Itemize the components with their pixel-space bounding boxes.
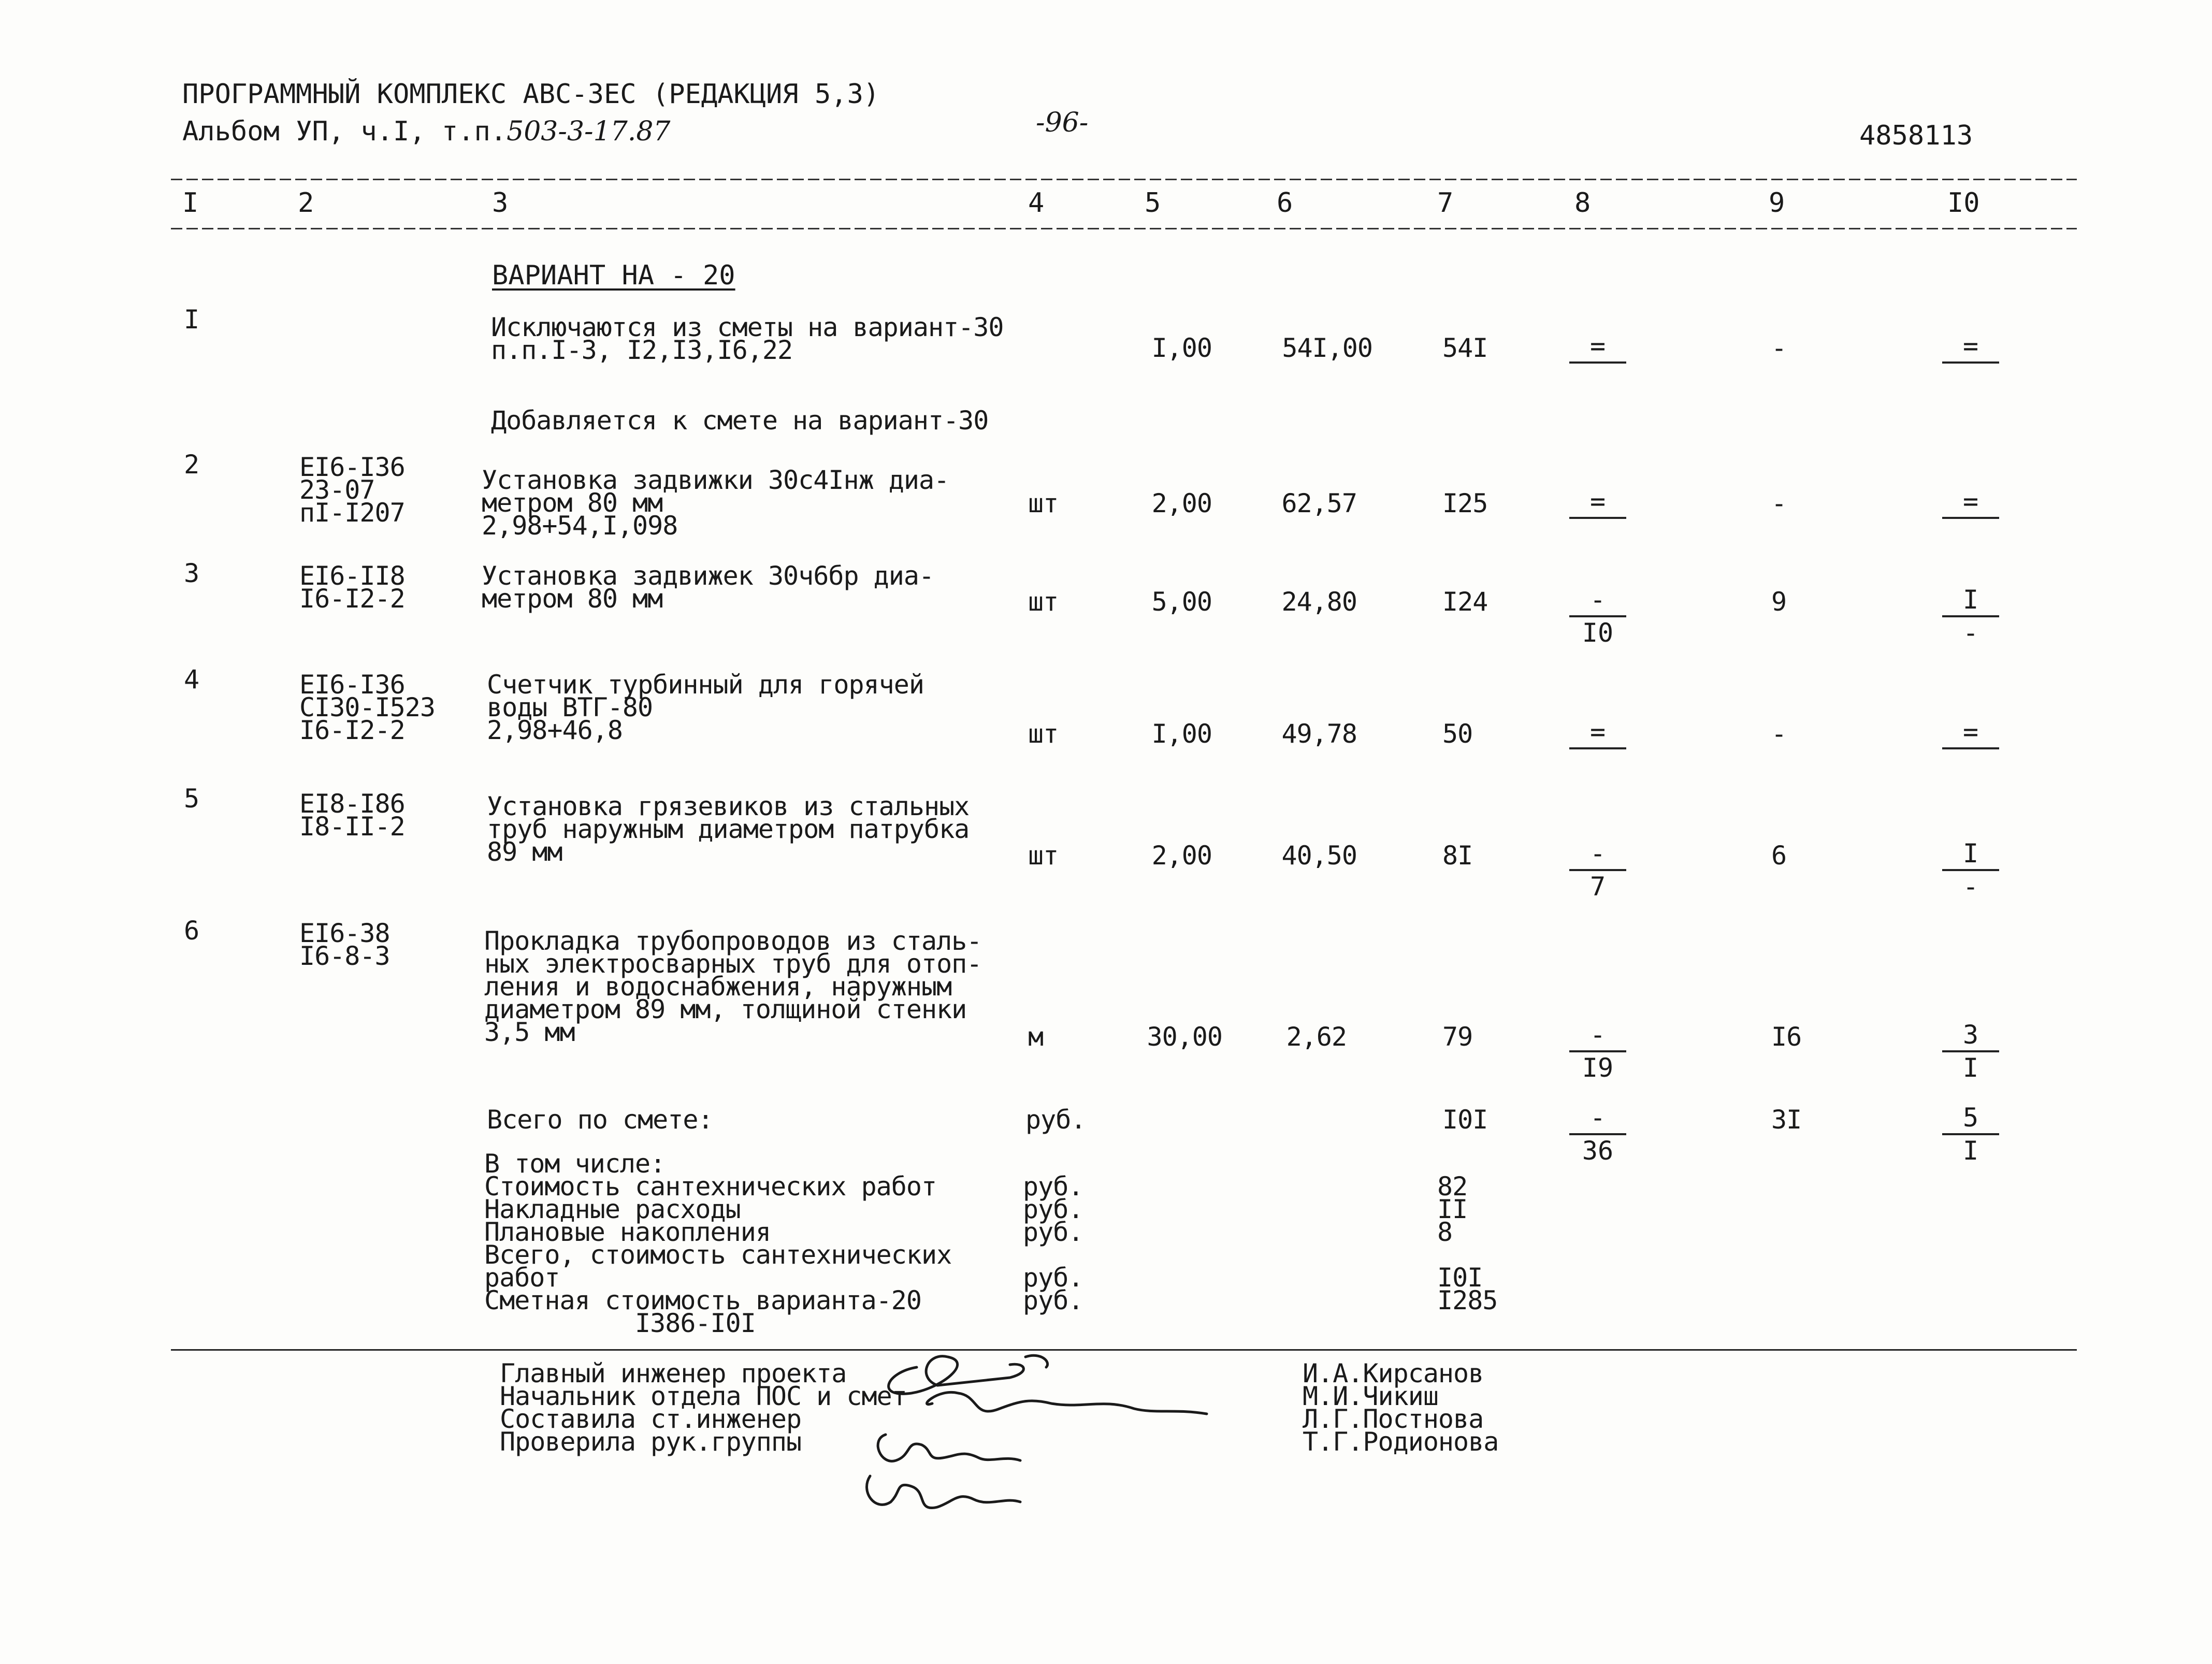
row6-number: 6 — [184, 916, 199, 946]
row6-price: 2,62 — [1286, 1022, 1347, 1052]
row3-col10-top: I — [1962, 585, 1979, 615]
totals-value: I0I — [1442, 1105, 1488, 1135]
album-line — [182, 115, 670, 148]
col-header-10: I0 — [1947, 187, 1980, 219]
row1-col10-top: = — [1962, 331, 1979, 361]
signature-names: И.А.Кирсанов М.И.Чикиш Л.Г.Постнова Т.Г.Родионова — [1303, 1358, 1499, 1457]
row3-col8-top: - — [1589, 585, 1606, 615]
row6-col8 — [1569, 1020, 1626, 1082]
album-prefix: Альбом УП, ч.I, т.п. — [182, 116, 507, 147]
section-title: ВАРИАНТ НА - 20 — [492, 260, 735, 291]
col-header-8: 8 — [1574, 187, 1591, 219]
row6-col10-bottom: I — [1962, 1053, 1979, 1083]
row4-unit: шт — [1028, 719, 1059, 749]
row6-col10-top: 3 — [1962, 1020, 1979, 1050]
row4-qty: I,00 — [1151, 719, 1212, 749]
row5-col8-top: - — [1589, 838, 1606, 869]
signature-roles: Главный инженер проекта Начальник отдела ПОС и смет Составила ст.инженер Проверила рук.группы — [500, 1358, 907, 1457]
signature-group-lead-icon — [867, 1476, 1020, 1508]
col-header-1: I — [182, 187, 199, 219]
col-header-2: 2 — [298, 187, 314, 219]
totals-col8 — [1569, 1103, 1626, 1165]
handwritten-signatures — [855, 1336, 1295, 1523]
row6-unit: м — [1028, 1022, 1044, 1052]
row5-price: 40,50 — [1281, 841, 1357, 871]
row3-qty: 5,00 — [1151, 587, 1212, 617]
row1-col10 — [1942, 331, 1999, 365]
row5-col8-bottom: 7 — [1589, 872, 1606, 902]
totals-col9: 3I — [1771, 1105, 1802, 1135]
row4-col8 — [1569, 717, 1626, 750]
row2-col9: - — [1771, 488, 1787, 518]
row4-col8-top: = — [1589, 717, 1606, 747]
row3-col8-bottom: I0 — [1582, 618, 1614, 648]
col-header-4: 4 — [1028, 187, 1045, 219]
row5-qty: 2,00 — [1151, 841, 1212, 871]
row2-col10-top: = — [1962, 486, 1979, 516]
row5-total: 8I — [1442, 841, 1473, 871]
totals-unit: руб. — [1025, 1105, 1086, 1135]
row2-col8-top: = — [1589, 486, 1606, 516]
row1-total: 54I — [1442, 333, 1488, 363]
page-number: -96- — [1036, 107, 1089, 138]
row4-codes: EI6-I36 CI30-I523 I6-I2-2 — [299, 670, 435, 745]
added-note: Добавляется к смете на вариант-30 — [491, 406, 989, 436]
row6-col9: I6 — [1771, 1022, 1802, 1052]
header-top-rule — [171, 179, 2077, 180]
row3-col9: 9 — [1771, 587, 1787, 617]
row6-description: Прокладка трубопроводов из сталь- ных электросварных труб для отоп- ления и водоснабжения, наружным диаметром 89 мм, толщиной стенки 3,5 мм — [484, 926, 982, 1047]
row1-price: 54I,00 — [1282, 333, 1372, 363]
totals-col10-bottom: I — [1962, 1136, 1979, 1166]
row6-col10 — [1942, 1020, 1999, 1082]
row2-price: 62,57 — [1281, 488, 1357, 518]
row6-codes: EI6-38 I6-8-3 — [299, 918, 390, 971]
signature-chief-engineer-icon — [889, 1356, 1024, 1394]
program-title: ПРОГРАММНЫЙ КОМПЛЕКС АВС-ЗЕС (РЕДАКЦИЯ 5,3) — [182, 79, 880, 110]
row5-col8 — [1569, 839, 1626, 901]
album-handwritten-number: 503-3-17.87 — [507, 116, 671, 147]
row2-qty: 2,00 — [1151, 488, 1212, 518]
totals-label: Всего по смете: — [487, 1105, 713, 1135]
row1-col8 — [1569, 331, 1626, 365]
row4-description: Счетчик турбинный для горячей воды ВТГ-80 2,98+46,8 — [487, 670, 924, 745]
row2-codes: EI6-I36 23-07 пI-I207 — [299, 452, 405, 528]
row6-col8-top: - — [1589, 1020, 1606, 1050]
row4-total: 50 — [1442, 719, 1473, 749]
row3-codes: EI6-II8 I6-I2-2 — [299, 561, 405, 614]
document-number: 4858113 — [1859, 120, 1973, 151]
row4-col10 — [1942, 717, 1999, 750]
row1-col8-top: = — [1589, 331, 1606, 361]
row6-qty: 30,00 — [1147, 1022, 1222, 1052]
col-header-6: 6 — [1277, 187, 1293, 219]
row1-number: I — [184, 305, 199, 335]
row1-description: Исключаются из сметы на вариант-30 п.п.I-3, I2,I3,I6,22 — [491, 312, 1004, 365]
signature-senior-engineer-icon — [878, 1435, 1020, 1461]
col-header-7: 7 — [1437, 187, 1454, 219]
row5-codes: EI8-I86 I8-II-2 — [299, 789, 405, 842]
totals-col10-top: 5 — [1962, 1103, 1979, 1133]
row1-col9: - — [1771, 333, 1787, 363]
row4-col10-top: = — [1962, 717, 1979, 747]
row3-unit: шт — [1028, 587, 1059, 617]
signature-department-head-icon — [927, 1392, 1207, 1414]
row4-price: 49,78 — [1281, 719, 1357, 749]
col-header-3: 3 — [492, 187, 509, 219]
row2-number: 2 — [184, 450, 199, 480]
col-header-5: 5 — [1145, 187, 1161, 219]
row3-col10 — [1942, 585, 1999, 647]
row6-col8-bottom: I9 — [1582, 1053, 1614, 1083]
breakdown-description: В том числе: Стоимость сантехнических работ Накладные расходы Плановые накопления Всего, стоимость сантехнических работ Сметная стоимость варианта-20 I386-I0I — [484, 1149, 952, 1338]
row4-col9: - — [1771, 719, 1787, 749]
row3-col10-bottom: - — [1962, 618, 1979, 648]
breakdown-values: 82 II 8 I0I I285 — [1437, 1171, 1498, 1315]
row5-description: Установка грязевиков из стальных труб наружным диаметром патрубка 89 мм — [487, 791, 970, 867]
row5-number: 5 — [184, 784, 199, 814]
row2-col10 — [1942, 487, 1999, 520]
totals-col8-top: - — [1589, 1103, 1606, 1133]
row1-qty: I,00 — [1151, 333, 1212, 363]
row2-total: I25 — [1442, 488, 1488, 518]
row2-description: Установка задвижки 30с4Iнж диа- метром 80 мм 2,98+54,I,098 — [482, 465, 949, 541]
row2-unit: шт — [1028, 488, 1059, 518]
row3-number: 3 — [184, 558, 199, 588]
row5-unit: шт — [1028, 841, 1059, 871]
row4-number: 4 — [184, 664, 199, 694]
row2-col8 — [1569, 487, 1626, 520]
header-bottom-rule — [171, 228, 2077, 229]
breakdown-units: руб. руб. руб. руб. руб. — [1023, 1171, 1083, 1315]
row5-col9: 6 — [1771, 841, 1787, 871]
row5-col10 — [1942, 839, 1999, 901]
col-header-9: 9 — [1769, 187, 1785, 219]
row5-col10-bottom: - — [1962, 872, 1979, 902]
row3-col8 — [1569, 585, 1626, 647]
totals-col8-bottom: 36 — [1582, 1136, 1614, 1166]
row6-total: 79 — [1442, 1022, 1473, 1052]
totals-col10 — [1942, 1103, 1999, 1165]
row3-price: 24,80 — [1281, 587, 1357, 617]
row3-description: Установка задвижек 30ч6бр диа- метром 80 мм — [482, 561, 934, 614]
row5-col10-top: I — [1962, 838, 1979, 869]
row3-total: I24 — [1442, 587, 1488, 617]
